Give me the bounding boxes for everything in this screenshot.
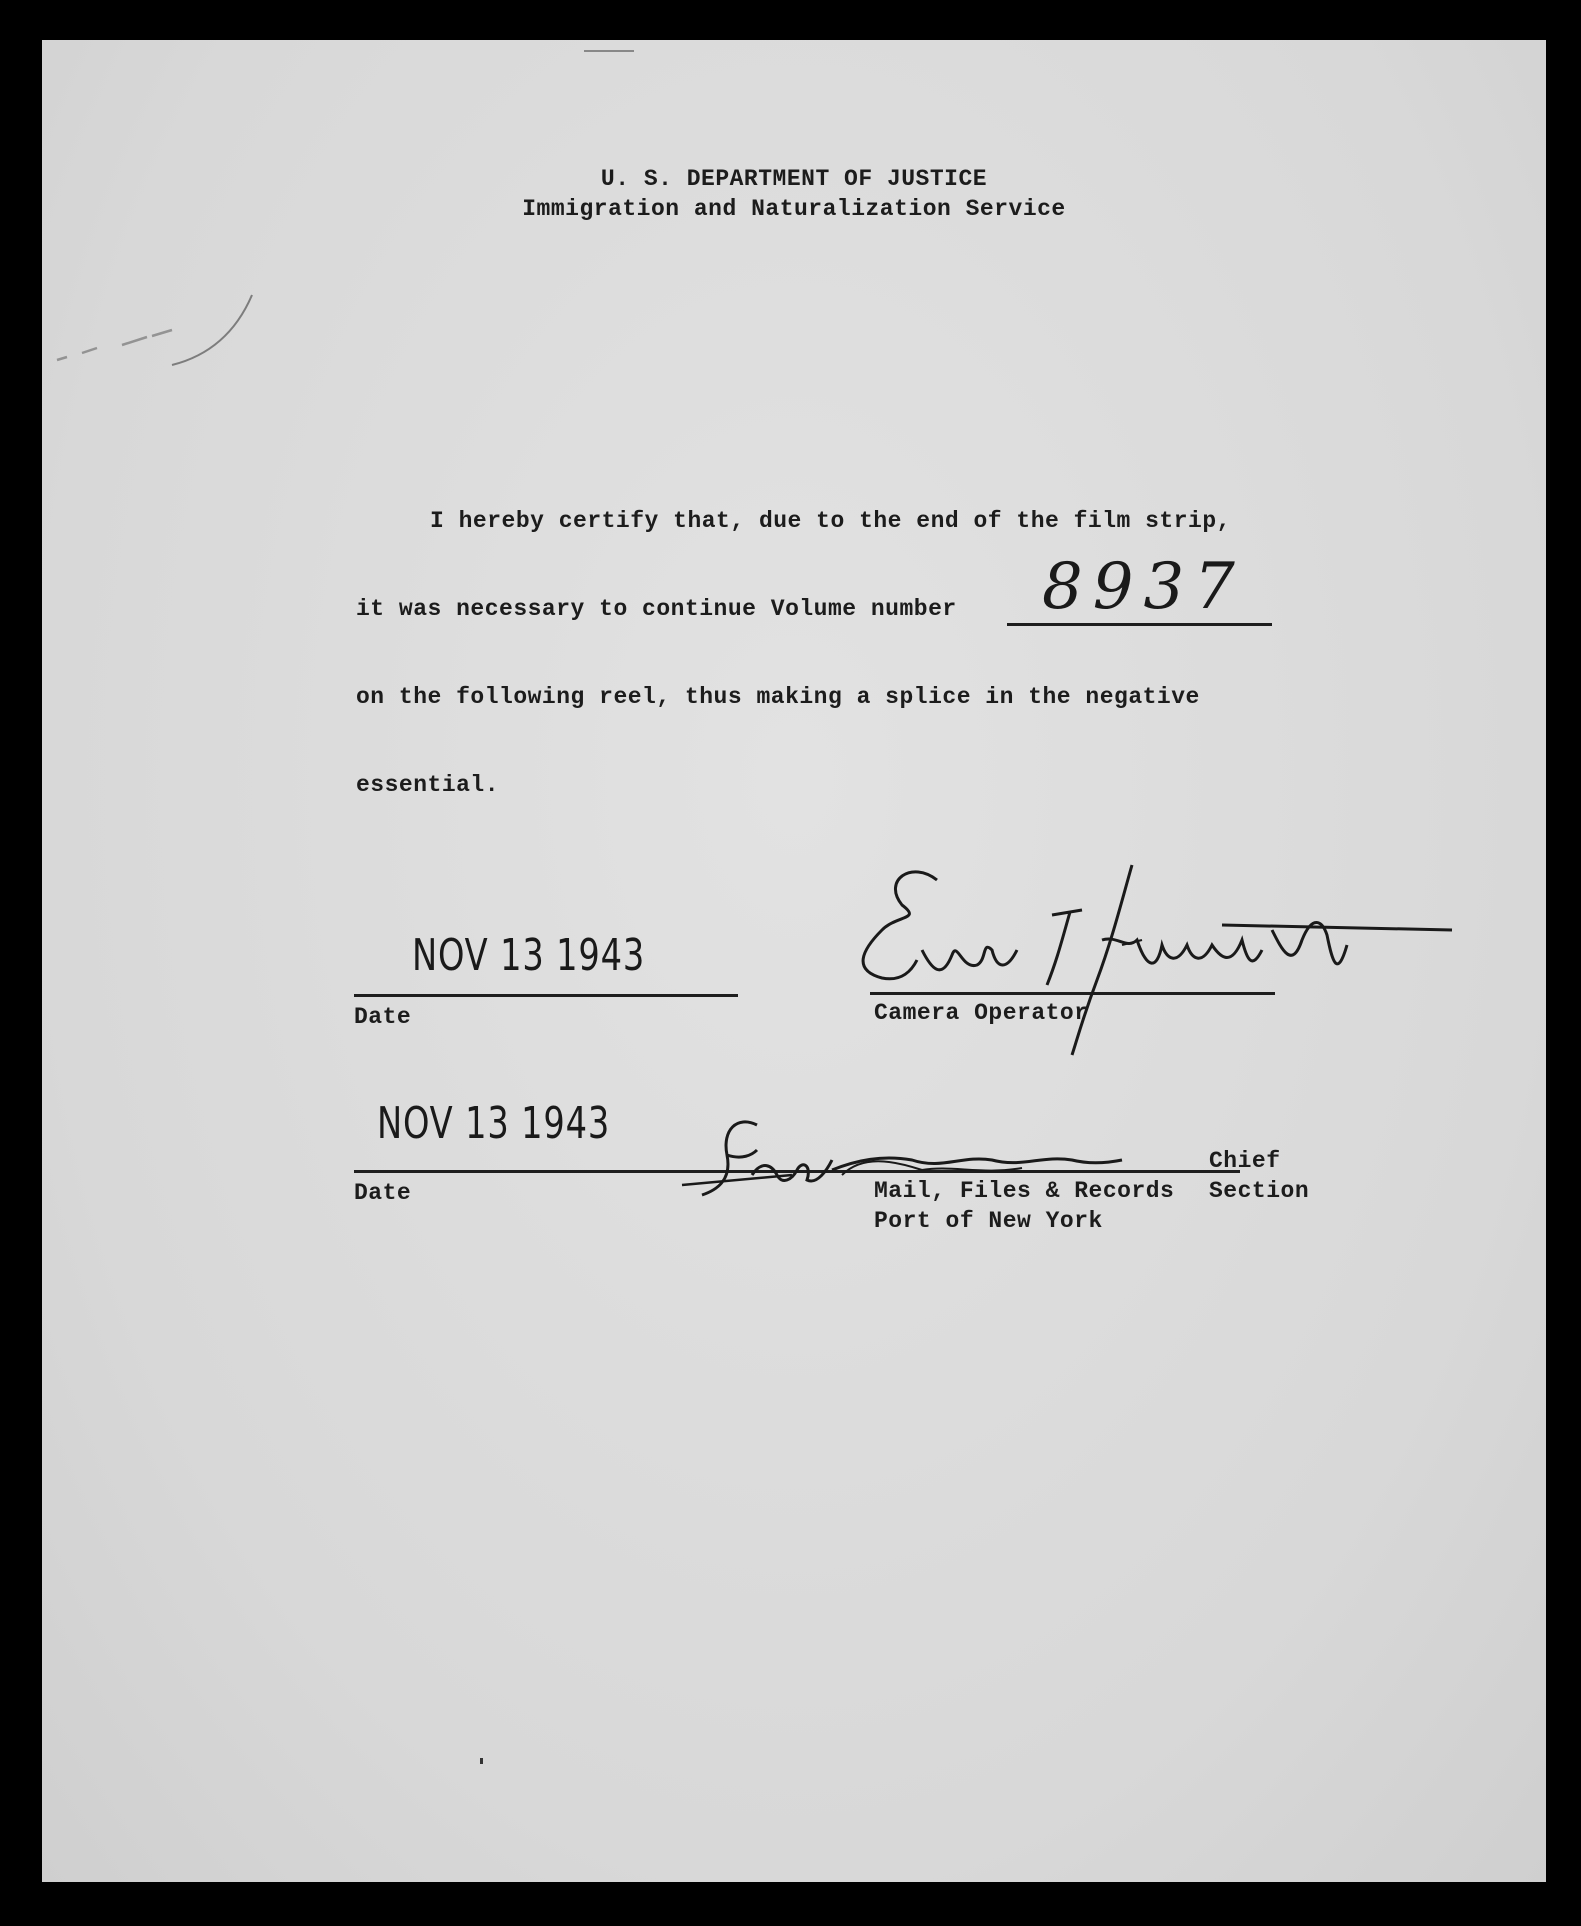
certify-line-2: it was necessary to continue Volume number	[356, 596, 957, 622]
date-label-1: Date	[354, 1004, 412, 1030]
title-chief: Chief	[1209, 1148, 1281, 1174]
date-stamp-2: NOV 13 1943	[377, 1098, 611, 1149]
header-department: U. S. DEPARTMENT OF JUSTICE	[600, 166, 988, 192]
speck	[584, 50, 634, 52]
signature-1-drawing	[842, 820, 1462, 1080]
speck	[480, 1758, 483, 1764]
header-service: Immigration and Naturalization Service	[522, 196, 1066, 222]
certify-line-1: I hereby certify that, due to the end of the film strip,	[430, 508, 1231, 534]
pencil-marks	[52, 250, 312, 370]
volume-number-handwritten: 8937	[1042, 550, 1245, 624]
certify-line-3: on the following reel, thus making a splice in the negative	[356, 684, 1200, 710]
volume-number-line	[1007, 623, 1272, 626]
camera-operator-label: Camera Operator	[874, 1000, 1089, 1026]
title-section: Section	[1209, 1178, 1310, 1204]
dept-line-1: Mail, Files & Records	[874, 1178, 1175, 1204]
dept-line-2: Port of New York	[874, 1208, 1103, 1234]
date-label-2: Date	[354, 1180, 412, 1206]
certify-line-4: essential.	[356, 772, 500, 798]
date-stamp-1: NOV 13 1943	[412, 930, 646, 981]
document-page	[42, 40, 1546, 1882]
date-line-1	[354, 994, 738, 997]
